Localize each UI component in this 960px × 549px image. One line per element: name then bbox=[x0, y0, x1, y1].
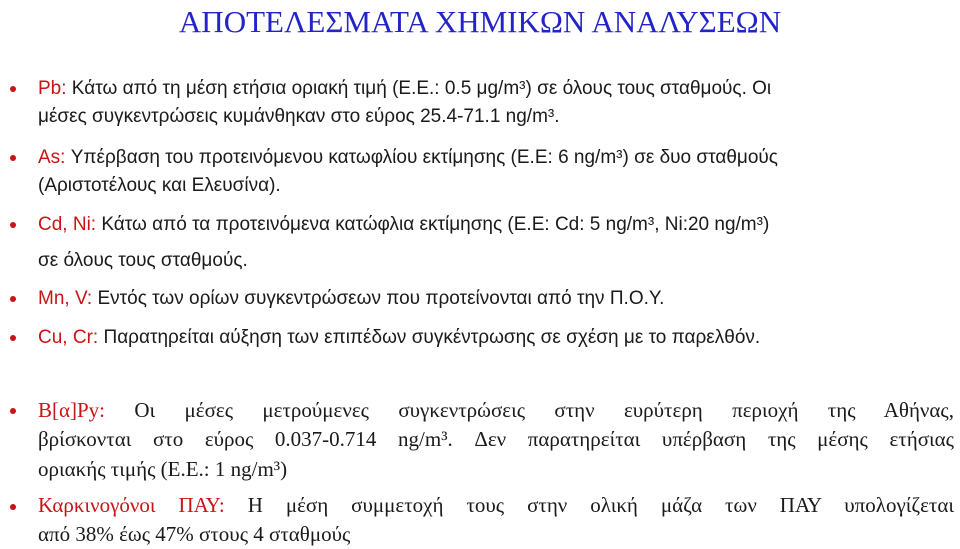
item-label: Καρκινογόνοι ΠΑΥ: bbox=[38, 493, 225, 517]
item-pb-line1 bbox=[38, 76, 771, 102]
item-pah-line2: από 38% έως 47% στους 4 σταθμούς bbox=[38, 522, 351, 546]
item-mnv-line1 bbox=[38, 286, 664, 312]
item-pah-line1 bbox=[38, 492, 954, 518]
slide-title: ΑΠΟΤΕΛΕΣΜΑΤΑ ΧΗΜΙΚΩΝ ΑΝΑΛΥΣΕΩΝ bbox=[178, 4, 782, 39]
bullet-icon bbox=[10, 335, 16, 341]
item-as-line1 bbox=[38, 145, 778, 171]
item-cucr-line1 bbox=[38, 325, 760, 351]
item-bapy-line3: οριακής τιμής (Ε.Ε.: 1 ng/m³) bbox=[38, 457, 288, 481]
item-label: Pb: bbox=[38, 78, 67, 99]
item-label: Cu, Cr: bbox=[38, 327, 99, 348]
item-text: Κάτω από τα προτεινόμενα κατώφλια εκτίμησης (Ε.Ε: Cd: 5 ng/m³, Ni:20 ng/m³) bbox=[96, 214, 770, 235]
item-text: Παρατηρείται αύξηση των επιπέδων συγκέντρωσης σε σχέση με το παρελθόν. bbox=[98, 327, 761, 348]
item-label: Cd, Ni: bbox=[38, 214, 97, 235]
bullet-icon bbox=[10, 504, 16, 510]
item-label: As: bbox=[38, 147, 66, 168]
item-text: Εντός των ορίων συγκεντρώσεων που προτείνονται από την Π.Ο.Υ. bbox=[92, 288, 665, 309]
item-cdni-line2: σε όλους τους σταθμούς. bbox=[38, 250, 248, 271]
item-as-line2: (Αριστοτέλους και Ελευσίνα). bbox=[38, 175, 281, 196]
item-text: Η μέση συμμετοχή τους στην ολική μάζα των ΠΑΥ υπολογίζεται bbox=[224, 493, 954, 517]
bullet-icon bbox=[10, 86, 16, 92]
item-pb-line2: μέσες συγκεντρώσεις κυμάνθηκαν στο εύρος 25.4-71.1 ng/m³. bbox=[38, 106, 560, 127]
item-cdni-line1 bbox=[38, 212, 769, 238]
item-label: Mn, V: bbox=[38, 288, 93, 309]
bullet-icon bbox=[10, 222, 16, 228]
item-text: Υπέρβαση του προτεινόμενου κατωφλίου εκτίμησης (Ε.Ε: 6 ng/m³) σε δυο σταθμούς bbox=[65, 147, 778, 168]
item-bapy-line1 bbox=[38, 397, 954, 423]
item-text: Κάτω από τη μέση ετήσια οριακή τιμή (Ε.Ε.: 0.5 μg/m³) σε όλους τους σταθμούς. Οι bbox=[66, 78, 772, 99]
bullet-icon bbox=[10, 155, 16, 161]
bullet-icon bbox=[10, 408, 16, 414]
item-text: Οι μέσες μετρούμενες συγκεντρώσεις στην ευρύτερη περιοχή της Αθήνας, bbox=[105, 398, 954, 422]
item-label: Β[α]Py: bbox=[38, 398, 106, 422]
item-bapy-line2: βρίσκονται στο εύρος 0.037-0.714 ng/m³. Δεν παρατηρείται υπέρβαση της μέσης ετήσιας bbox=[38, 427, 954, 451]
bullet-icon bbox=[10, 296, 16, 302]
